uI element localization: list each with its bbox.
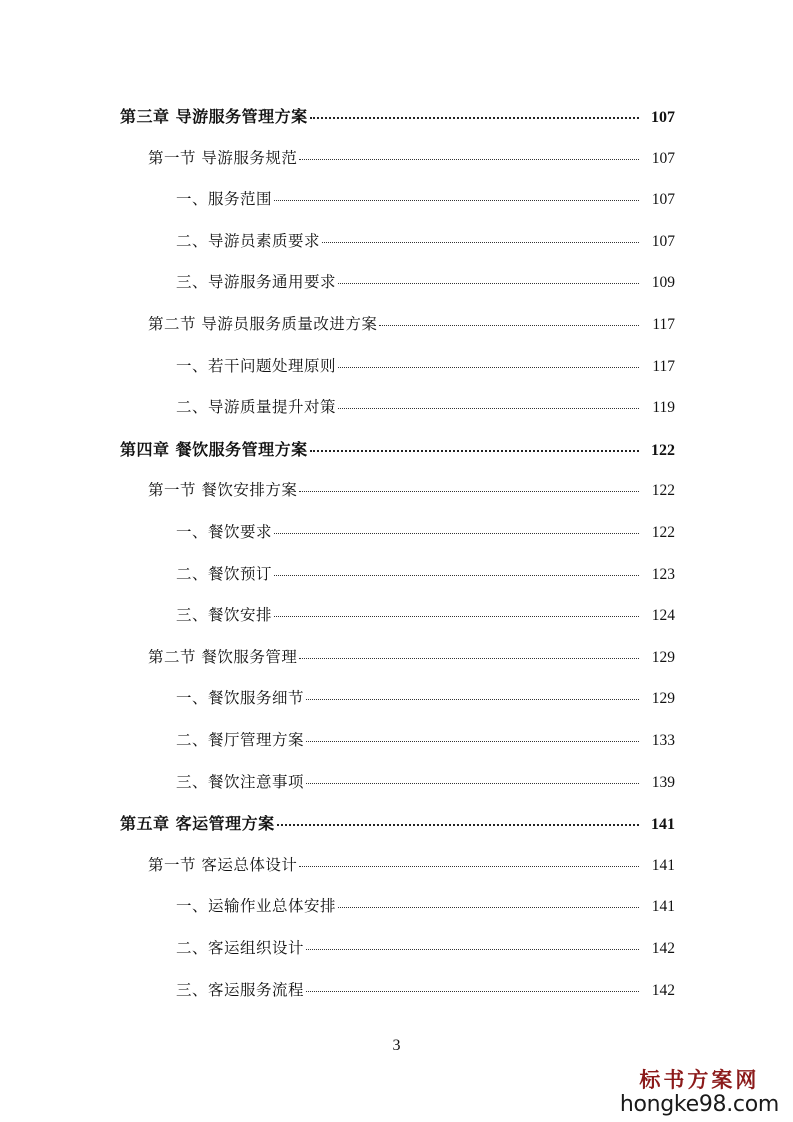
toc-entry-page: 107 (651, 109, 675, 126)
toc-dot-leader (310, 117, 639, 119)
watermark-name: 标书方案网 (639, 1067, 760, 1092)
toc-entry-page: 141 (651, 816, 675, 834)
toc-section-entry[interactable] (0, 312, 793, 338)
toc-entry-page: 107 (651, 149, 675, 167)
toc-entry-page: 122 (651, 482, 675, 500)
toc-entry-page: 107 (651, 191, 675, 209)
toc-subsection-entry[interactable] (0, 395, 793, 421)
toc-dot-leader (306, 699, 639, 700)
toc-dot-leader (299, 491, 639, 492)
toc-entry-page: 119 (652, 399, 675, 417)
toc-entry-title: 第一节 导游服务规范 (148, 148, 298, 167)
toc-section-entry[interactable] (0, 146, 793, 172)
toc-subsection-entry[interactable] (0, 770, 793, 796)
toc-entry-page: 142 (651, 940, 675, 957)
toc-entry-title: 第一节 客运总体设计 (148, 855, 298, 874)
toc-entry-title: 一、餐饮服务细节 (176, 689, 305, 708)
toc-subsection-entry[interactable] (0, 603, 793, 629)
toc-dot-leader (338, 367, 639, 368)
toc-entry-title: 三、餐饮注意事项 (176, 772, 305, 791)
toc-entry-title: 一、服务范围 (176, 190, 273, 209)
toc-entry-title: 第一节 餐饮安排方案 (148, 481, 298, 500)
toc-chapter-entry[interactable] (0, 811, 793, 837)
toc-entry-title: 一、若干问题处理原则 (176, 356, 337, 375)
toc-dot-leader (338, 283, 639, 284)
toc-entry-title: 第二节 导游员服务质量改进方案 (148, 315, 378, 333)
toc-dot-leader (322, 242, 639, 243)
toc-section-entry[interactable] (0, 645, 793, 671)
toc-dot-leader (379, 325, 639, 326)
toc-section-entry[interactable] (0, 853, 793, 879)
toc-chapter-entry[interactable] (0, 104, 793, 130)
watermark-site: hongke98.com (619, 1092, 779, 1117)
toc-subsection-entry[interactable] (0, 936, 793, 962)
toc-dot-leader (299, 159, 639, 160)
toc-subsection-entry[interactable] (0, 686, 793, 712)
toc-dot-leader (338, 408, 639, 409)
toc-entry-page: 124 (651, 607, 675, 625)
toc-entry-page: 141 (651, 898, 675, 916)
toc-subsection-entry[interactable] (0, 354, 793, 380)
toc-entry-page: 109 (651, 274, 675, 292)
toc-entry-title: 第三章 导游服务管理方案 (120, 107, 308, 126)
toc-entry-title: 第五章 客运管理方案 (120, 814, 275, 834)
toc-entry-page: 117 (652, 316, 675, 333)
toc-subsection-entry[interactable] (0, 270, 793, 296)
toc-dot-leader (274, 200, 639, 201)
toc-entry-page: 142 (651, 981, 675, 999)
toc-entry-page: 139 (651, 773, 675, 791)
toc-dot-leader (277, 824, 639, 826)
toc-entry-page: 122 (651, 441, 675, 459)
toc-dot-leader (306, 991, 639, 992)
toc-subsection-entry[interactable] (0, 978, 793, 1004)
toc-entry-title: 二、客运组织设计 (176, 939, 305, 957)
toc-entry-title: 三、导游服务通用要求 (176, 273, 337, 292)
page-number: 3 (392, 1037, 401, 1054)
toc-dot-leader (274, 616, 639, 617)
toc-dot-leader (306, 783, 639, 784)
toc-subsection-entry[interactable] (0, 894, 793, 920)
toc-entry-title: 一、运输作业总体安排 (176, 897, 337, 916)
toc-entry-title: 三、餐饮安排 (176, 606, 273, 625)
toc-section-entry[interactable] (0, 478, 793, 504)
toc-entry-title: 第四章 餐饮服务管理方案 (120, 439, 308, 459)
toc-entry-page: 107 (651, 232, 675, 250)
toc-entry-page: 141 (651, 856, 675, 874)
toc-subsection-entry[interactable] (0, 187, 793, 213)
toc-dot-leader (306, 949, 639, 950)
toc-dot-leader (338, 907, 639, 908)
toc-entry-page: 129 (651, 648, 675, 666)
toc-dot-leader (299, 866, 639, 867)
toc-dot-leader (274, 533, 639, 534)
toc-entry-title: 二、导游质量提升对策 (176, 398, 337, 417)
toc-dot-leader (299, 658, 639, 659)
toc-chapter-entry[interactable] (0, 437, 793, 463)
toc-dot-leader (306, 741, 639, 742)
toc-entry-title: 二、餐饮预订 (176, 564, 273, 583)
watermark-logo (620, 1068, 779, 1118)
toc-entry-page: 117 (652, 357, 675, 375)
toc-dot-leader (274, 575, 639, 576)
toc-subsection-entry[interactable] (0, 562, 793, 588)
toc-subsection-entry[interactable] (0, 728, 793, 754)
toc-subsection-entry[interactable] (0, 520, 793, 546)
toc-entry-title: 三、客运服务流程 (176, 980, 305, 999)
toc-entry-title: 二、导游员素质要求 (176, 231, 321, 250)
toc-entry-title: 第二节 餐饮服务管理 (148, 647, 298, 666)
toc-dot-leader (310, 450, 639, 452)
toc-entry-page: 129 (651, 690, 675, 708)
toc-entry-page: 123 (651, 565, 675, 583)
toc-entry-page: 133 (651, 732, 675, 749)
toc-entry-title: 一、餐饮要求 (176, 523, 273, 541)
toc-entry-page: 122 (651, 524, 675, 541)
toc-subsection-entry[interactable] (0, 229, 793, 255)
toc-entry-title: 二、餐厅管理方案 (176, 731, 305, 749)
